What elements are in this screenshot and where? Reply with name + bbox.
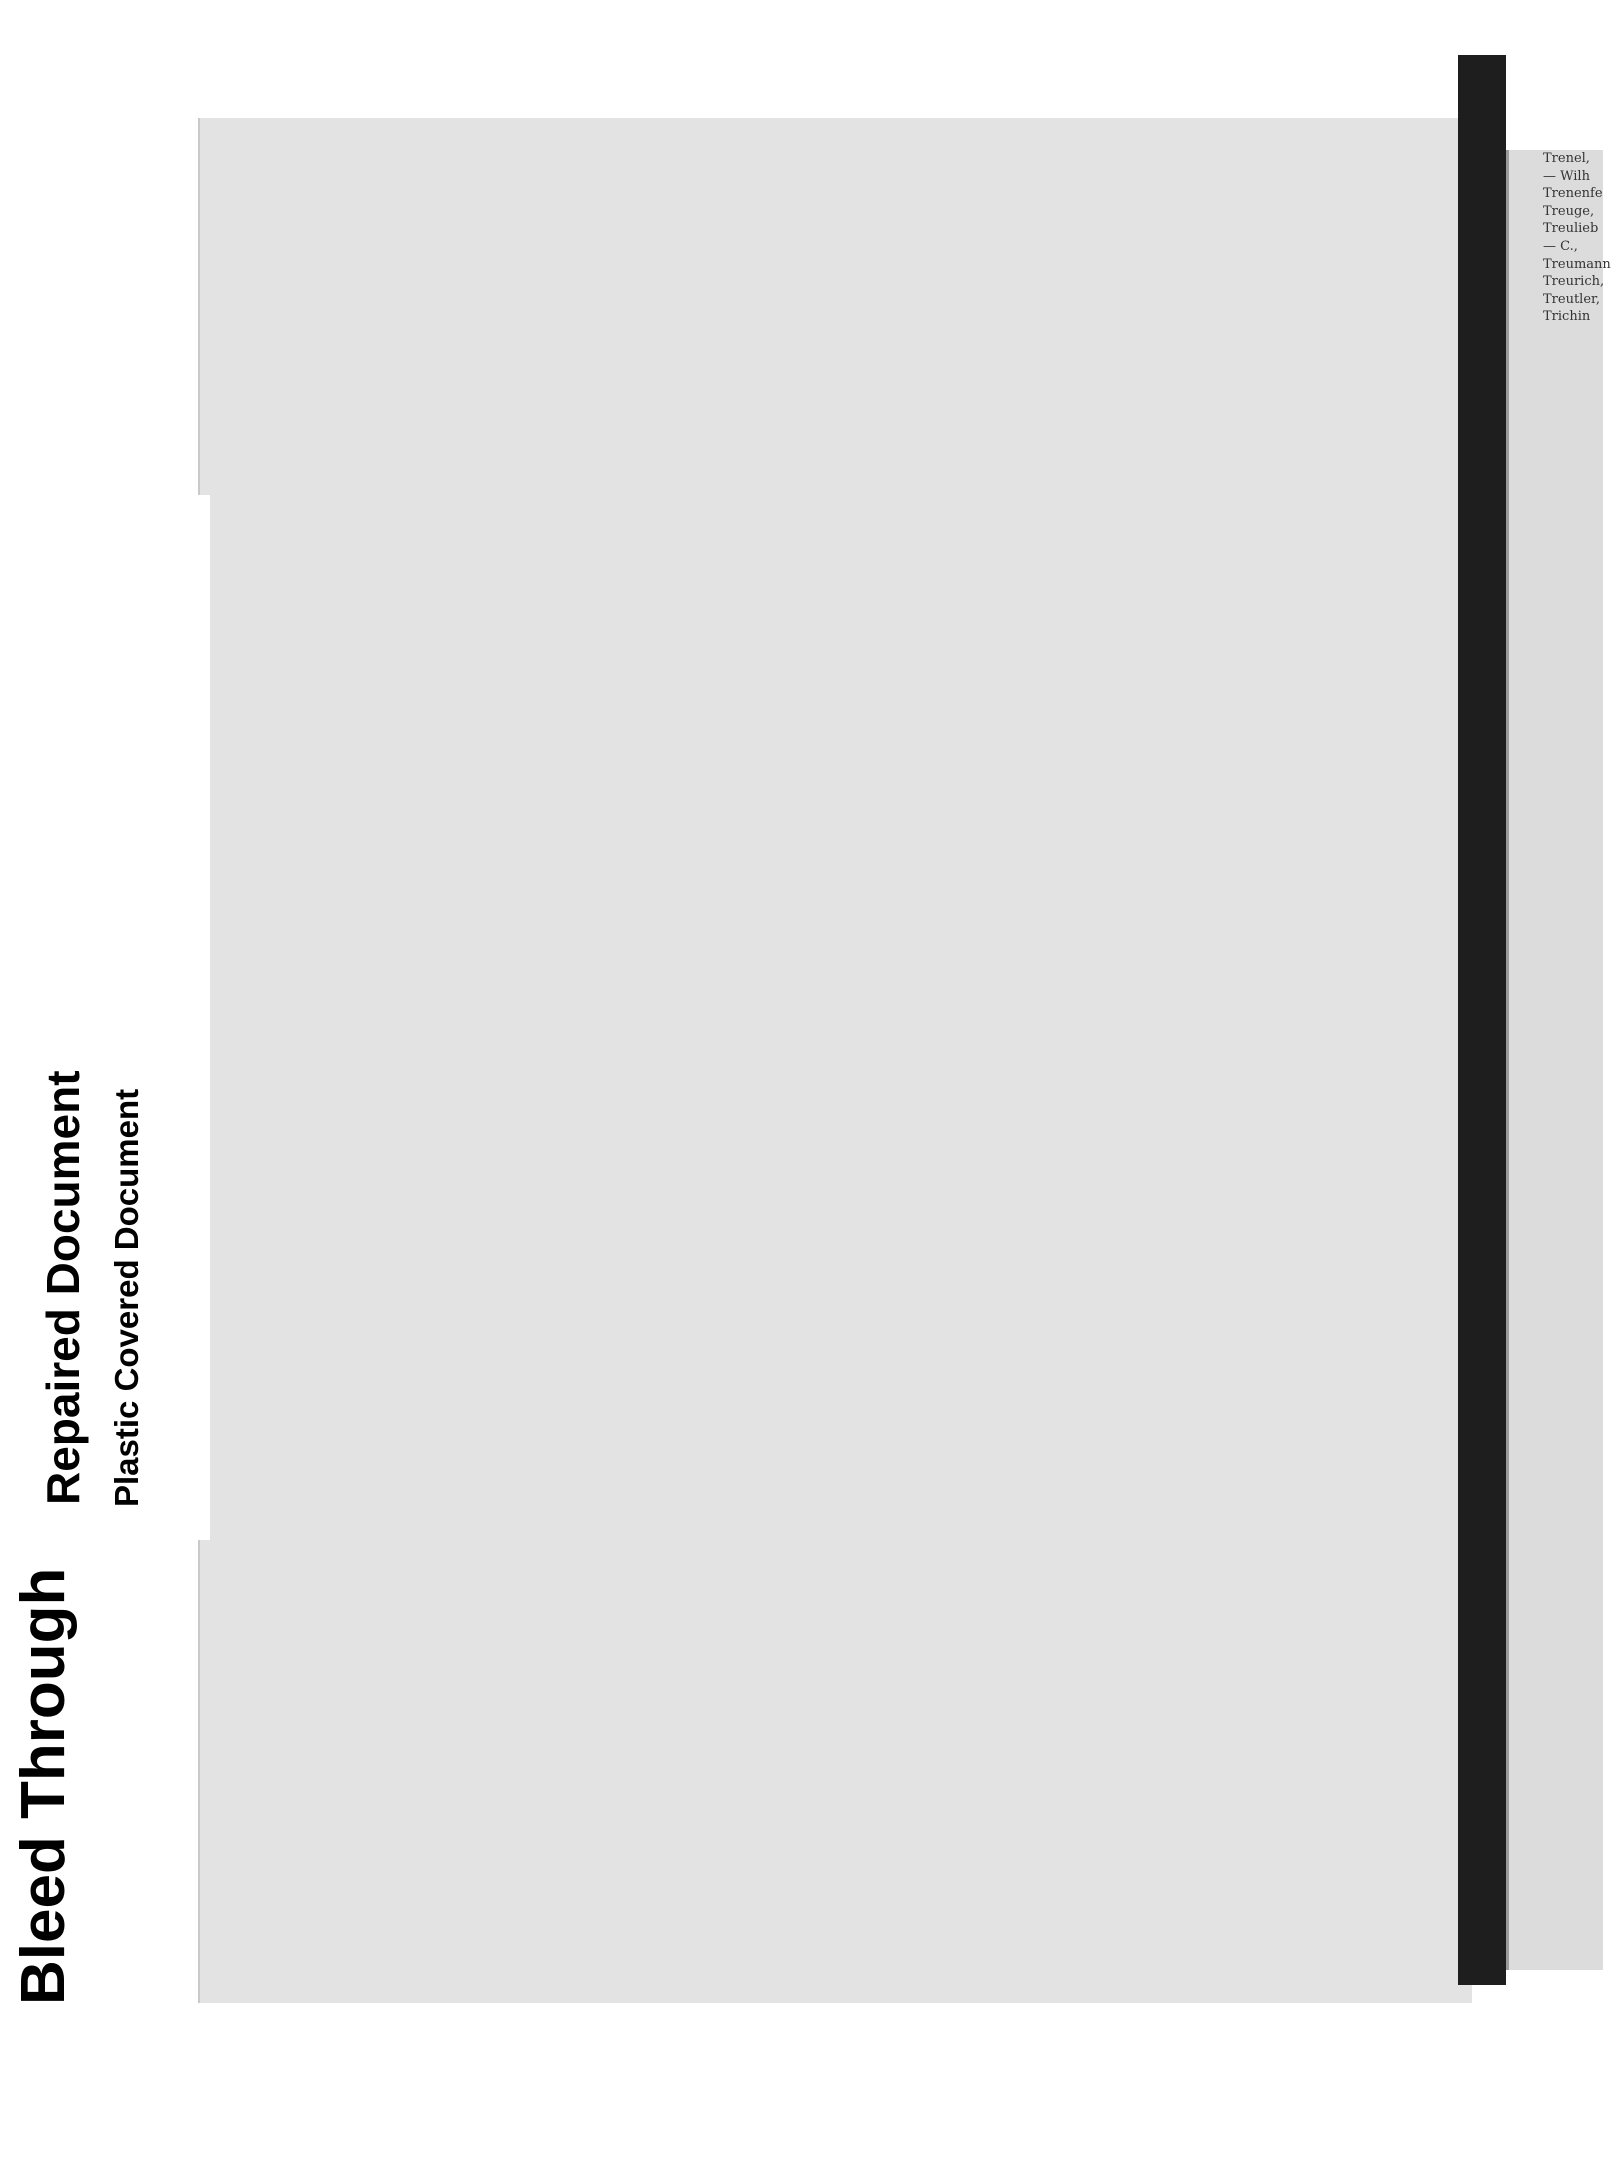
next-page-fragment: Trenel, [1543, 151, 1590, 166]
scanned-page [198, 118, 1472, 2003]
next-page-fragment: — C., [1543, 238, 1578, 254]
plastic-covered-label: Plastic Covered Document [108, 1088, 145, 1507]
repaired-document-label: Repaired Document [37, 1070, 89, 1505]
bleed-through-label: Bleed Through [9, 1567, 78, 2005]
next-page-fragment: Treulieb [1543, 221, 1599, 237]
next-page-fragment: Treutler, [1543, 291, 1600, 307]
next-page-fragment: Trichin [1543, 309, 1591, 325]
annotation-label-strip [0, 495, 210, 2005]
next-page-fragment: — Wilh [1543, 168, 1590, 184]
next-page-fragment: Treurich, [1543, 274, 1605, 290]
next-page-fragment: Trenenfe [1543, 186, 1603, 202]
binding-shadow [1458, 55, 1506, 1985]
next-page-edge [1506, 150, 1611, 1970]
next-page-fragment: Treuge, [1543, 203, 1595, 219]
next-page-fragment: Treumann [1543, 256, 1611, 272]
